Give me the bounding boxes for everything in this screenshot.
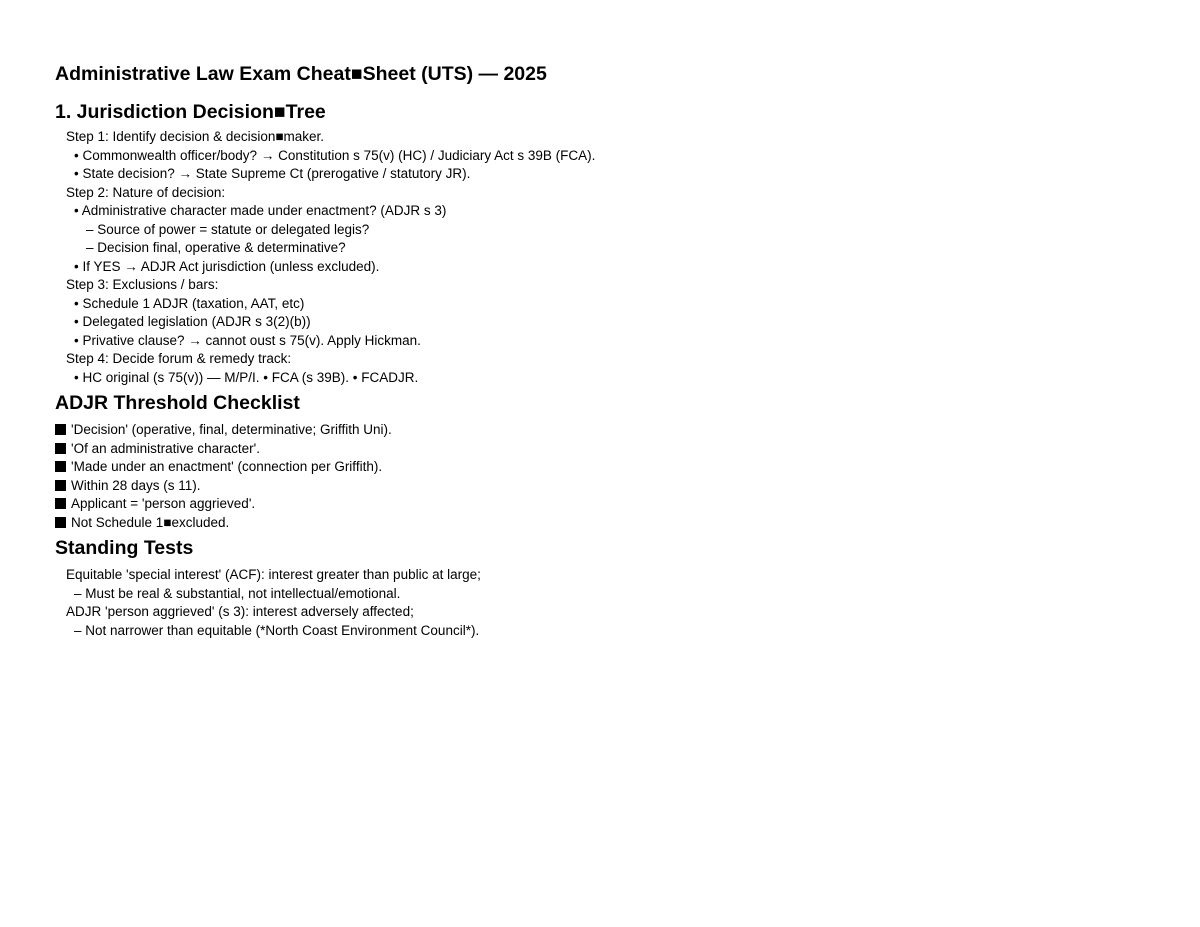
checklist-item-label: 'Made under an enactment' (connection per Griffith). (71, 459, 383, 474)
section-heading-adjr-threshold: ADJR Threshold Checklist (55, 392, 300, 414)
checklist-item (55, 440, 1155, 459)
checklist-item-label: Not Schedule 1■excluded. (71, 514, 230, 530)
bullet-line: • If YES → ADJR Act jurisdiction (unless excluded). (74, 258, 380, 274)
checklist-item-label: 'Decision' (operative, final, determinative; Griffith Uni). (71, 422, 392, 437)
checkbox-square-icon (55, 443, 66, 454)
step-line: Step 1: Identify decision & decision■maker. (66, 129, 325, 144)
section-heading-standing-tests: Standing Tests (55, 537, 194, 559)
checklist-item (55, 514, 1155, 533)
bullet-line: • Schedule 1 ADJR (taxation, AAT, etc) (74, 295, 305, 311)
step-line: Step 2: Nature of decision: (66, 184, 226, 200)
checklist-item-label: Applicant = 'person aggrieved'. (71, 496, 256, 511)
bullet-line: • Administrative character made under enactment? (ADJR s 3) (74, 203, 447, 218)
cheat-sheet-page (55, 62, 1155, 640)
standing-tests (55, 566, 1155, 640)
step-line: Step 3: Exclusions / bars: (66, 277, 219, 292)
dash-line: – Not narrower than equitable (*North Coast Environment Council*). (74, 622, 480, 638)
dash-line: – Decision final, operative & determinative? (86, 240, 346, 255)
section-heading-jurisdiction: 1. Jurisdiction Decision■Tree (55, 101, 326, 123)
checkbox-square-icon (55, 498, 66, 509)
bullet-line: • HC original (s 75(v)) — M/P/I. • FCA (s 39B). • FCADJR. (74, 369, 419, 385)
dash-line: – Must be real & substantial, not intellectual/emotional. (74, 585, 401, 601)
bullet-line: • State decision? → State Supreme Ct (prerogative / statutory JR). (74, 166, 471, 181)
jurisdiction-decision-tree (55, 128, 1155, 387)
checklist-item-label: Within 28 days (s 11). (71, 477, 201, 493)
checkbox-square-icon (55, 424, 66, 435)
dash-line: – Source of power = statute or delegated legis? (86, 221, 370, 237)
bullet-line: • Privative clause? → cannot oust s 75(v). Apply Hickman. (74, 332, 421, 348)
step-line: Step 4: Decide forum & remedy track: (66, 351, 292, 366)
checklist-item (55, 495, 1155, 514)
test-line: ADJR 'person aggrieved' (s 3): interest adversely affected; (66, 604, 414, 619)
checklist-item (55, 458, 1155, 477)
checklist-item (55, 421, 1155, 440)
bullet-line: • Commonwealth officer/body? → Constitution s 75(v) (HC) / Judiciary Act s 39B (FCA). (74, 147, 596, 163)
adjr-threshold-checklist (55, 421, 1155, 532)
checklist-item-label: 'Of an administrative character'. (71, 440, 260, 456)
checkbox-square-icon (55, 480, 66, 491)
bullet-line: • Delegated legislation (ADJR s 3(2)(b)) (74, 314, 311, 329)
checkbox-square-icon (55, 517, 66, 528)
checklist-item (55, 477, 1155, 496)
test-line: Equitable 'special interest' (ACF): interest greater than public at large; (66, 567, 481, 582)
checkbox-square-icon (55, 461, 66, 472)
page-title: Administrative Law Exam Cheat■Sheet (UTS) — 2025 (55, 63, 547, 85)
